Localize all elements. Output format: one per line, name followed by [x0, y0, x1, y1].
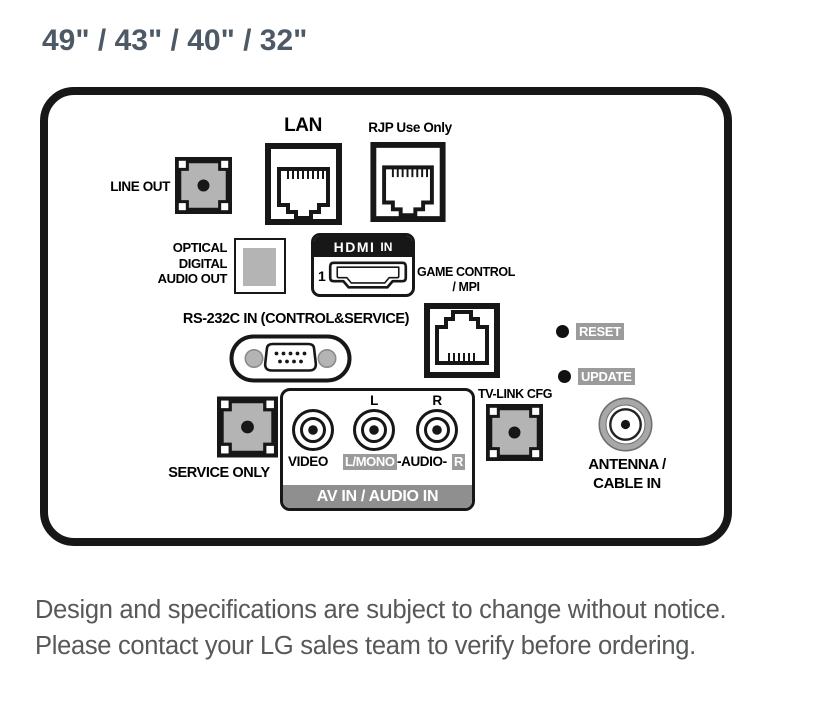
audio-right-rca-jack-icon	[415, 408, 459, 452]
update-button-dot	[558, 370, 571, 383]
antenna-port-icon	[597, 396, 654, 453]
audio-left-label: L	[370, 393, 378, 408]
rjp-port-icon	[370, 142, 446, 222]
tv-link-cfg-label: TV-LINK CFG	[478, 387, 553, 401]
disclaimer-note	[35, 592, 726, 664]
service-only-label: SERVICE ONLY	[168, 465, 270, 481]
update-label: UPDATE	[578, 368, 635, 385]
reset-button-dot	[556, 325, 569, 338]
disclaimer-line-2: Please contact your LG sales team to verify before ordering.	[35, 632, 696, 660]
update-control	[558, 368, 635, 385]
antenna-cable-in-label: ANTENNA / CABLE IN	[588, 456, 666, 492]
game-control-mpi-label: GAME CONTROL / MPI	[417, 265, 515, 294]
av-in-audio-in-block	[280, 388, 475, 511]
hdmi-in-port	[311, 233, 415, 297]
audio-left-rca-jack-icon	[352, 408, 396, 452]
audio-label: -AUDIO-	[397, 454, 447, 469]
video-rca-jack-icon	[291, 408, 335, 452]
optical-digital-audio-out-label: OPTICAL DIGITAL AUDIO OUT	[157, 240, 227, 286]
line-out-label: LINE OUT	[110, 179, 170, 194]
rs232c-label: RS-232C IN (CONTROL&SERVICE)	[182, 311, 410, 327]
r-badge: R	[454, 454, 463, 469]
lan-label: LAN	[284, 115, 322, 136]
hdmi-port-number: 1	[318, 267, 326, 284]
reset-control	[556, 323, 624, 340]
audio-right-label: R	[432, 393, 442, 408]
optical-port-icon	[234, 238, 286, 294]
tv-link-cfg-port-icon	[483, 404, 546, 461]
av-in-audio-in-bar: AV IN / AUDIO IN	[283, 485, 472, 508]
rjp-use-only-label: RJP Use Only	[368, 120, 452, 135]
optical-port-window	[243, 248, 276, 286]
video-label: VIDEO	[288, 454, 329, 469]
hdmi-logo-bar	[314, 236, 412, 257]
reset-label: RESET	[576, 323, 624, 340]
rear-connection-panel	[40, 87, 732, 546]
service-only-port-icon	[217, 396, 278, 458]
game-control-mpi-port-icon	[424, 303, 500, 378]
screen-sizes-title: 49" / 43" / 40" / 32"	[42, 24, 308, 57]
rs232c-port-icon	[229, 332, 352, 385]
hdmi-connector-icon	[328, 261, 408, 290]
disclaimer-line-1: Design and specifications are subject to change without notice.	[35, 596, 727, 624]
hdmi-in-text: IN	[380, 239, 393, 254]
lan-port-icon	[265, 143, 342, 225]
hdmi-port-body	[314, 257, 412, 294]
line-out-port-icon	[175, 157, 232, 214]
l-mono-badge: L/MONO	[345, 454, 395, 469]
hdmi-logo: HDMI	[333, 238, 376, 255]
